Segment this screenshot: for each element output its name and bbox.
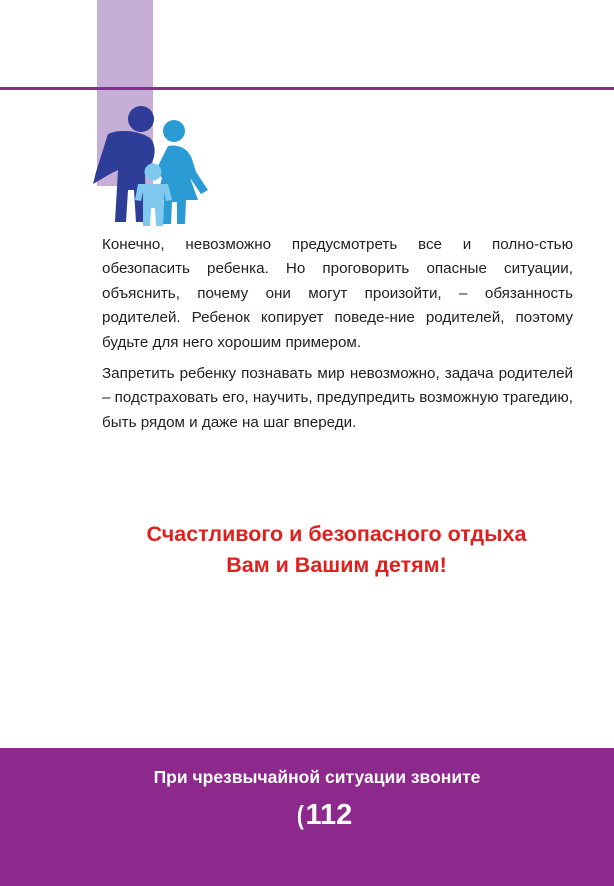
- emergency-phone-number: 112: [305, 799, 353, 831]
- closing-wish-line-1: Счастливого и безопасного отдыха: [146, 522, 527, 546]
- emergency-phone-line: [0, 798, 614, 832]
- closing-wish: [0, 519, 614, 581]
- closing-wish-line-2: Вам и Вашим детям!: [226, 553, 447, 577]
- phone-glyph: (: [296, 800, 304, 830]
- body-paragraph-1: Конечно, невозможно предусмотреть все и полно-стью обезопасить ребенка. Но проговорить опасные ситуации, объяснить, почему они могут произойти, – обязанность родителей. Ребенок копирует поведе-ние родителей, поэтому будьте для него хорошим примером.: [102, 236, 573, 351]
- body-text: [102, 233, 573, 435]
- top-divider-line: [0, 87, 614, 90]
- family-icon: [88, 104, 216, 230]
- emergency-footer: [0, 748, 614, 886]
- emergency-caption: При чрезвычайной ситуации звоните: [153, 767, 481, 787]
- body-paragraph-2: Запретить ребенку познавать мир невозможно, задача родителей – подстраховать его, научить, предупредить возможную трагедию, быть рядом и даже на шаг впереди.: [102, 365, 573, 431]
- mother-figure: [156, 120, 208, 224]
